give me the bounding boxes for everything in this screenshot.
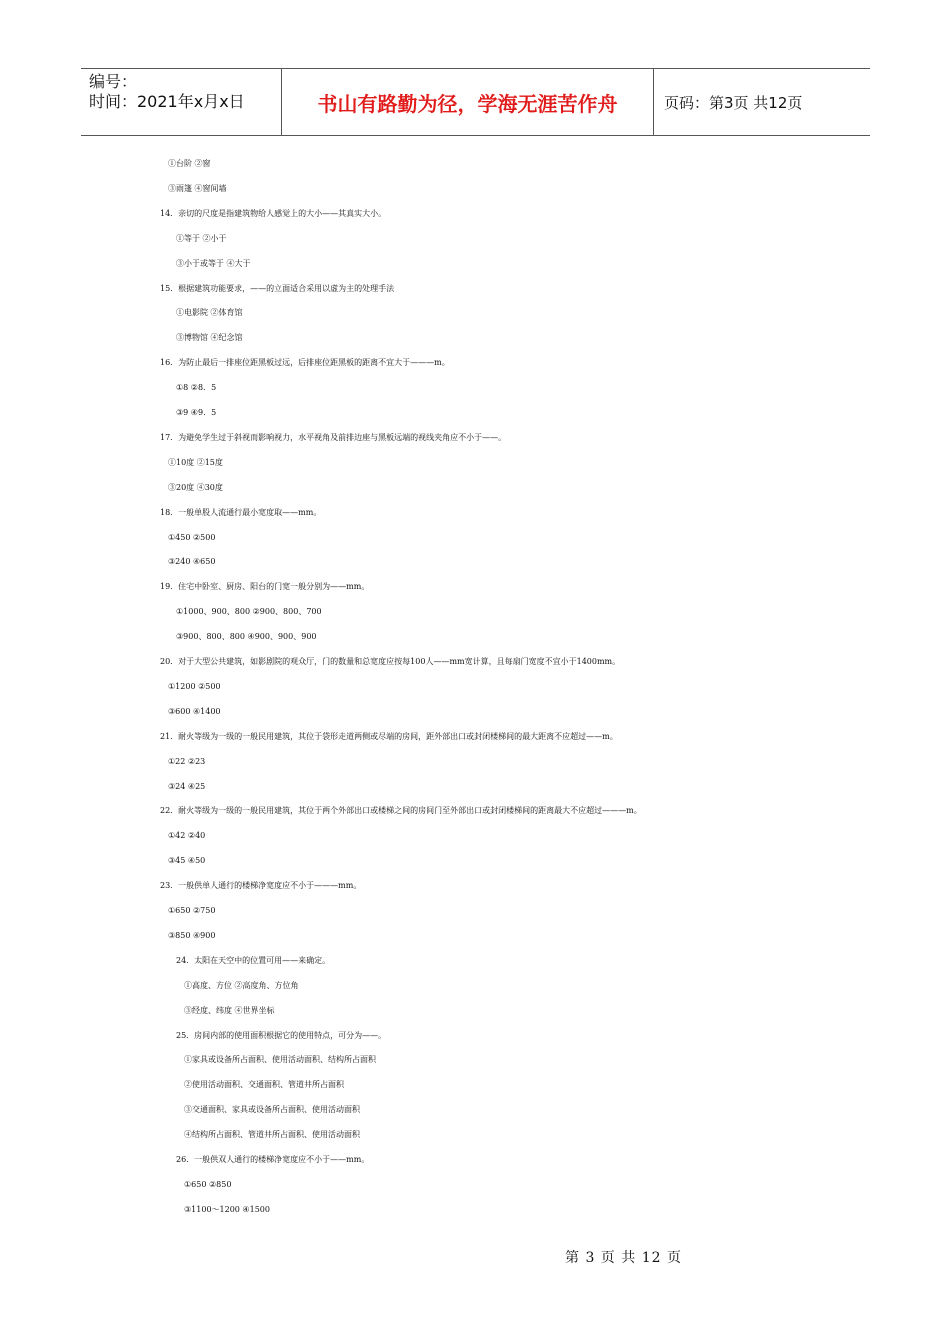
text-line: 21．耐火等级为一级的一般民用建筑，其位于袋形走道两侧或尽端的房间，距外部出口或封闭楼梯间的最大距离不应超过——m。 xyxy=(160,731,618,741)
page-header xyxy=(81,68,870,136)
text-line: ③小于或等于 ④大于 xyxy=(176,258,251,268)
text-line: ①650 ②750 xyxy=(168,906,216,915)
text-line: ③交通面积、家具或设备所占面积、使用活动面积 xyxy=(184,1105,360,1115)
text-line: ①650 ②850 xyxy=(184,1179,232,1189)
header-motto: 书山有路勤为径，学海无涯苦作舟 xyxy=(282,69,654,135)
text-line: ③博物馆 ④纪念馆 xyxy=(176,333,243,343)
page-footer: 第 3 页 共 12 页 xyxy=(565,1250,682,1266)
text-line: ②使用活动面积、交通面积、管道井所占面积 xyxy=(184,1080,344,1090)
text-line: ①等于 ②小于 xyxy=(176,233,227,243)
text-line: ①台阶 ②窗 xyxy=(168,159,211,168)
text-line: 26．一般供双人通行的楼梯净宽度应不小于——mm。 xyxy=(176,1155,370,1164)
text-line: 15．根据建筑功能要求，——的立面适合采用以虚为主的处理手法 xyxy=(160,283,395,293)
text-line: ①42 ②40 xyxy=(168,831,206,841)
text-line: ①高度、方位 ②高度角、方位角 xyxy=(184,980,299,990)
document-date: 时间：2021年x月x日 xyxy=(89,92,245,111)
text-line: ①22 ②23 xyxy=(168,756,206,766)
header-page-info: 页码：第3页 共12页 xyxy=(664,93,803,112)
text-line: 22．耐火等级为一级的一般民用建筑，其位于两个外部出口或楼梯之间的房间门至外部出口或封闭楼梯间的距离最大不应超过———m。 xyxy=(160,806,642,816)
header-meta xyxy=(81,69,282,135)
text-line: ③45 ④50 xyxy=(168,856,206,866)
text-line: ①1000、900、800 ②900、800、700 xyxy=(176,607,322,617)
text-line: ③600 ④1400 xyxy=(168,706,221,716)
text-line: 23．一般供单人通行的楼梯净宽度应不小于———mm。 xyxy=(160,881,362,891)
text-line: ③1100～1200 ④1500 xyxy=(184,1204,270,1214)
text-line: ③850 ④900 xyxy=(168,930,216,940)
text-line: 19．住宅中卧室、厨房、阳台的门宽一般分别为——mm。 xyxy=(160,582,370,592)
text-line: ③24 ④25 xyxy=(168,781,206,791)
text-line: ④结构所占面积、管道井所占面积、使用活动面积 xyxy=(184,1130,360,1140)
document-number-label: 编号： xyxy=(89,72,138,91)
text-line: 25．房间内部的使用面积根据它的使用特点，可分为——。 xyxy=(176,1030,387,1040)
text-line: ③9 ④9．5 xyxy=(176,408,217,417)
text-line: ①家具或设备所占面积、使用活动面积、结构所占面积 xyxy=(184,1055,376,1065)
text-line: ①8 ②8．5 xyxy=(176,383,217,393)
text-line: ①450 ②500 xyxy=(168,532,216,542)
text-line: 24．太阳在天空中的位置可用——来确定。 xyxy=(176,955,331,965)
text-line: ③240 ④650 xyxy=(168,557,216,567)
text-line: 16．为防止最后一排座位距黑板过远，后排座位距黑板的距离不宜大于———m。 xyxy=(160,358,450,368)
text-line: 18．一般单股人流通行最小宽度取——mm。 xyxy=(160,507,322,517)
text-line: ①电影院 ②体育馆 xyxy=(176,308,243,318)
text-line: 17．为避免学生过于斜视而影响视力，水平视角及前排边座与黑板远端的视线夹角应不小于——。 xyxy=(160,432,507,442)
text-line: 20．对于大型公共建筑，如影剧院的观众厅，门的数量和总宽度应按每100人——mm宽计算，且每扇门宽度不宜小于1400mm。 xyxy=(160,657,621,666)
text-line: ③雨篷 ④窗间墙 xyxy=(168,183,227,193)
text-line: ③900、800、800 ④900、900、900 xyxy=(176,632,317,642)
text-line: ③经度、纬度 ④世界坐标 xyxy=(184,1005,275,1015)
text-line: ③20度 ④30度 xyxy=(168,482,223,492)
text-line: 14．亲切的尺度是指建筑物给人感觉上的大小——其真实大小。 xyxy=(160,208,387,218)
text-line: ①10度 ②15度 xyxy=(168,457,223,467)
text-line: ①1200 ②500 xyxy=(168,681,221,691)
